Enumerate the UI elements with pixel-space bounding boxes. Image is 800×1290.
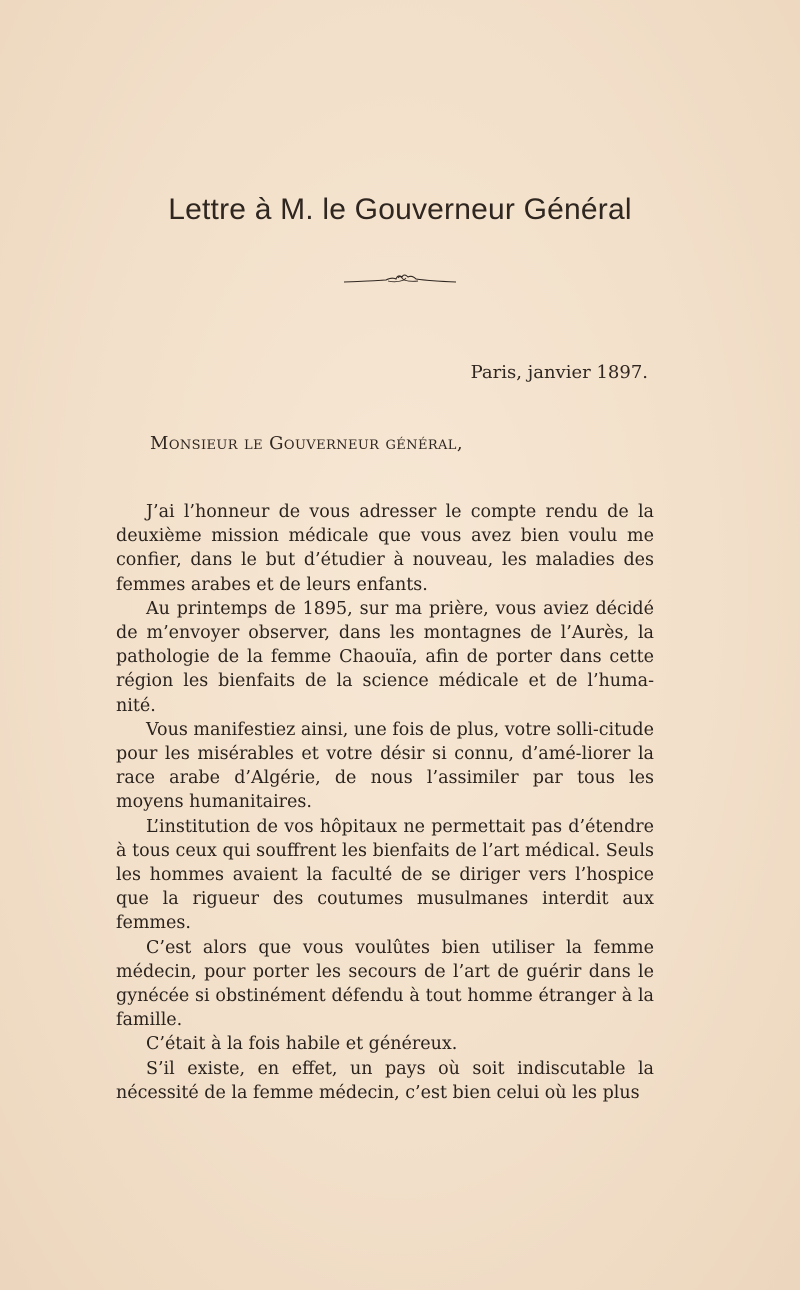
- salutation: Monsieur le Gouverneur général,: [150, 433, 463, 454]
- paragraph: Au printemps de 1895, sur ma prière, vous aviez décidé de m’envoyer observer, dans les montagnes de l’Aurès, la pathologie de la femme Chaouïa, afin de porter dans cette région les bienfaits de la science médicale et de l’huma-nité.: [116, 598, 654, 716]
- paragraph: S’il existe, en effet, un pays où soit indiscutable la nécessité de la femme médecin, c’est bien celui où les plus: [116, 1058, 654, 1103]
- letter-body: [116, 500, 654, 1105]
- paragraph: C’est alors que vous voulûtes bien utiliser la femme médecin, pour porter les secours de l’art de guérir dans le gynécée si obstinément défendu à tout homme étranger à la famille.: [116, 937, 654, 1031]
- paragraph: J’ai l’honneur de vous adresser le compte rendu de la deuxième mission médicale que vous avez bien voulu me confier, dans le but d’étudier à nouveau, les maladies des femmes arabes et de leurs enfants.: [116, 502, 654, 595]
- dateline: Paris, janvier 1897.: [470, 362, 648, 383]
- ornament-divider-icon: [340, 268, 460, 292]
- paragraph: C’était à la fois habile et généreux.: [146, 1034, 458, 1055]
- paragraph: L’institution de vos hôpitaux ne permettait pas d’étendre à tous ceux qui souffrent les bienfaits de l’art médical. Seuls les hommes avaient la faculté de se diriger vers l’hospice que la rigueur des coutumes musulmanes interdit aux femmes.: [116, 816, 654, 934]
- page-title: Lettre à M. le Gouverneur Général: [168, 193, 632, 226]
- paragraph: Vous manifestiez ainsi, une fois de plus, votre solli-citude pour les misérables et votre désir si connu, d’amé-liorer la race arabe d’Algérie, de nous l’assimiler par tous les moyens humanitaires.: [116, 719, 654, 813]
